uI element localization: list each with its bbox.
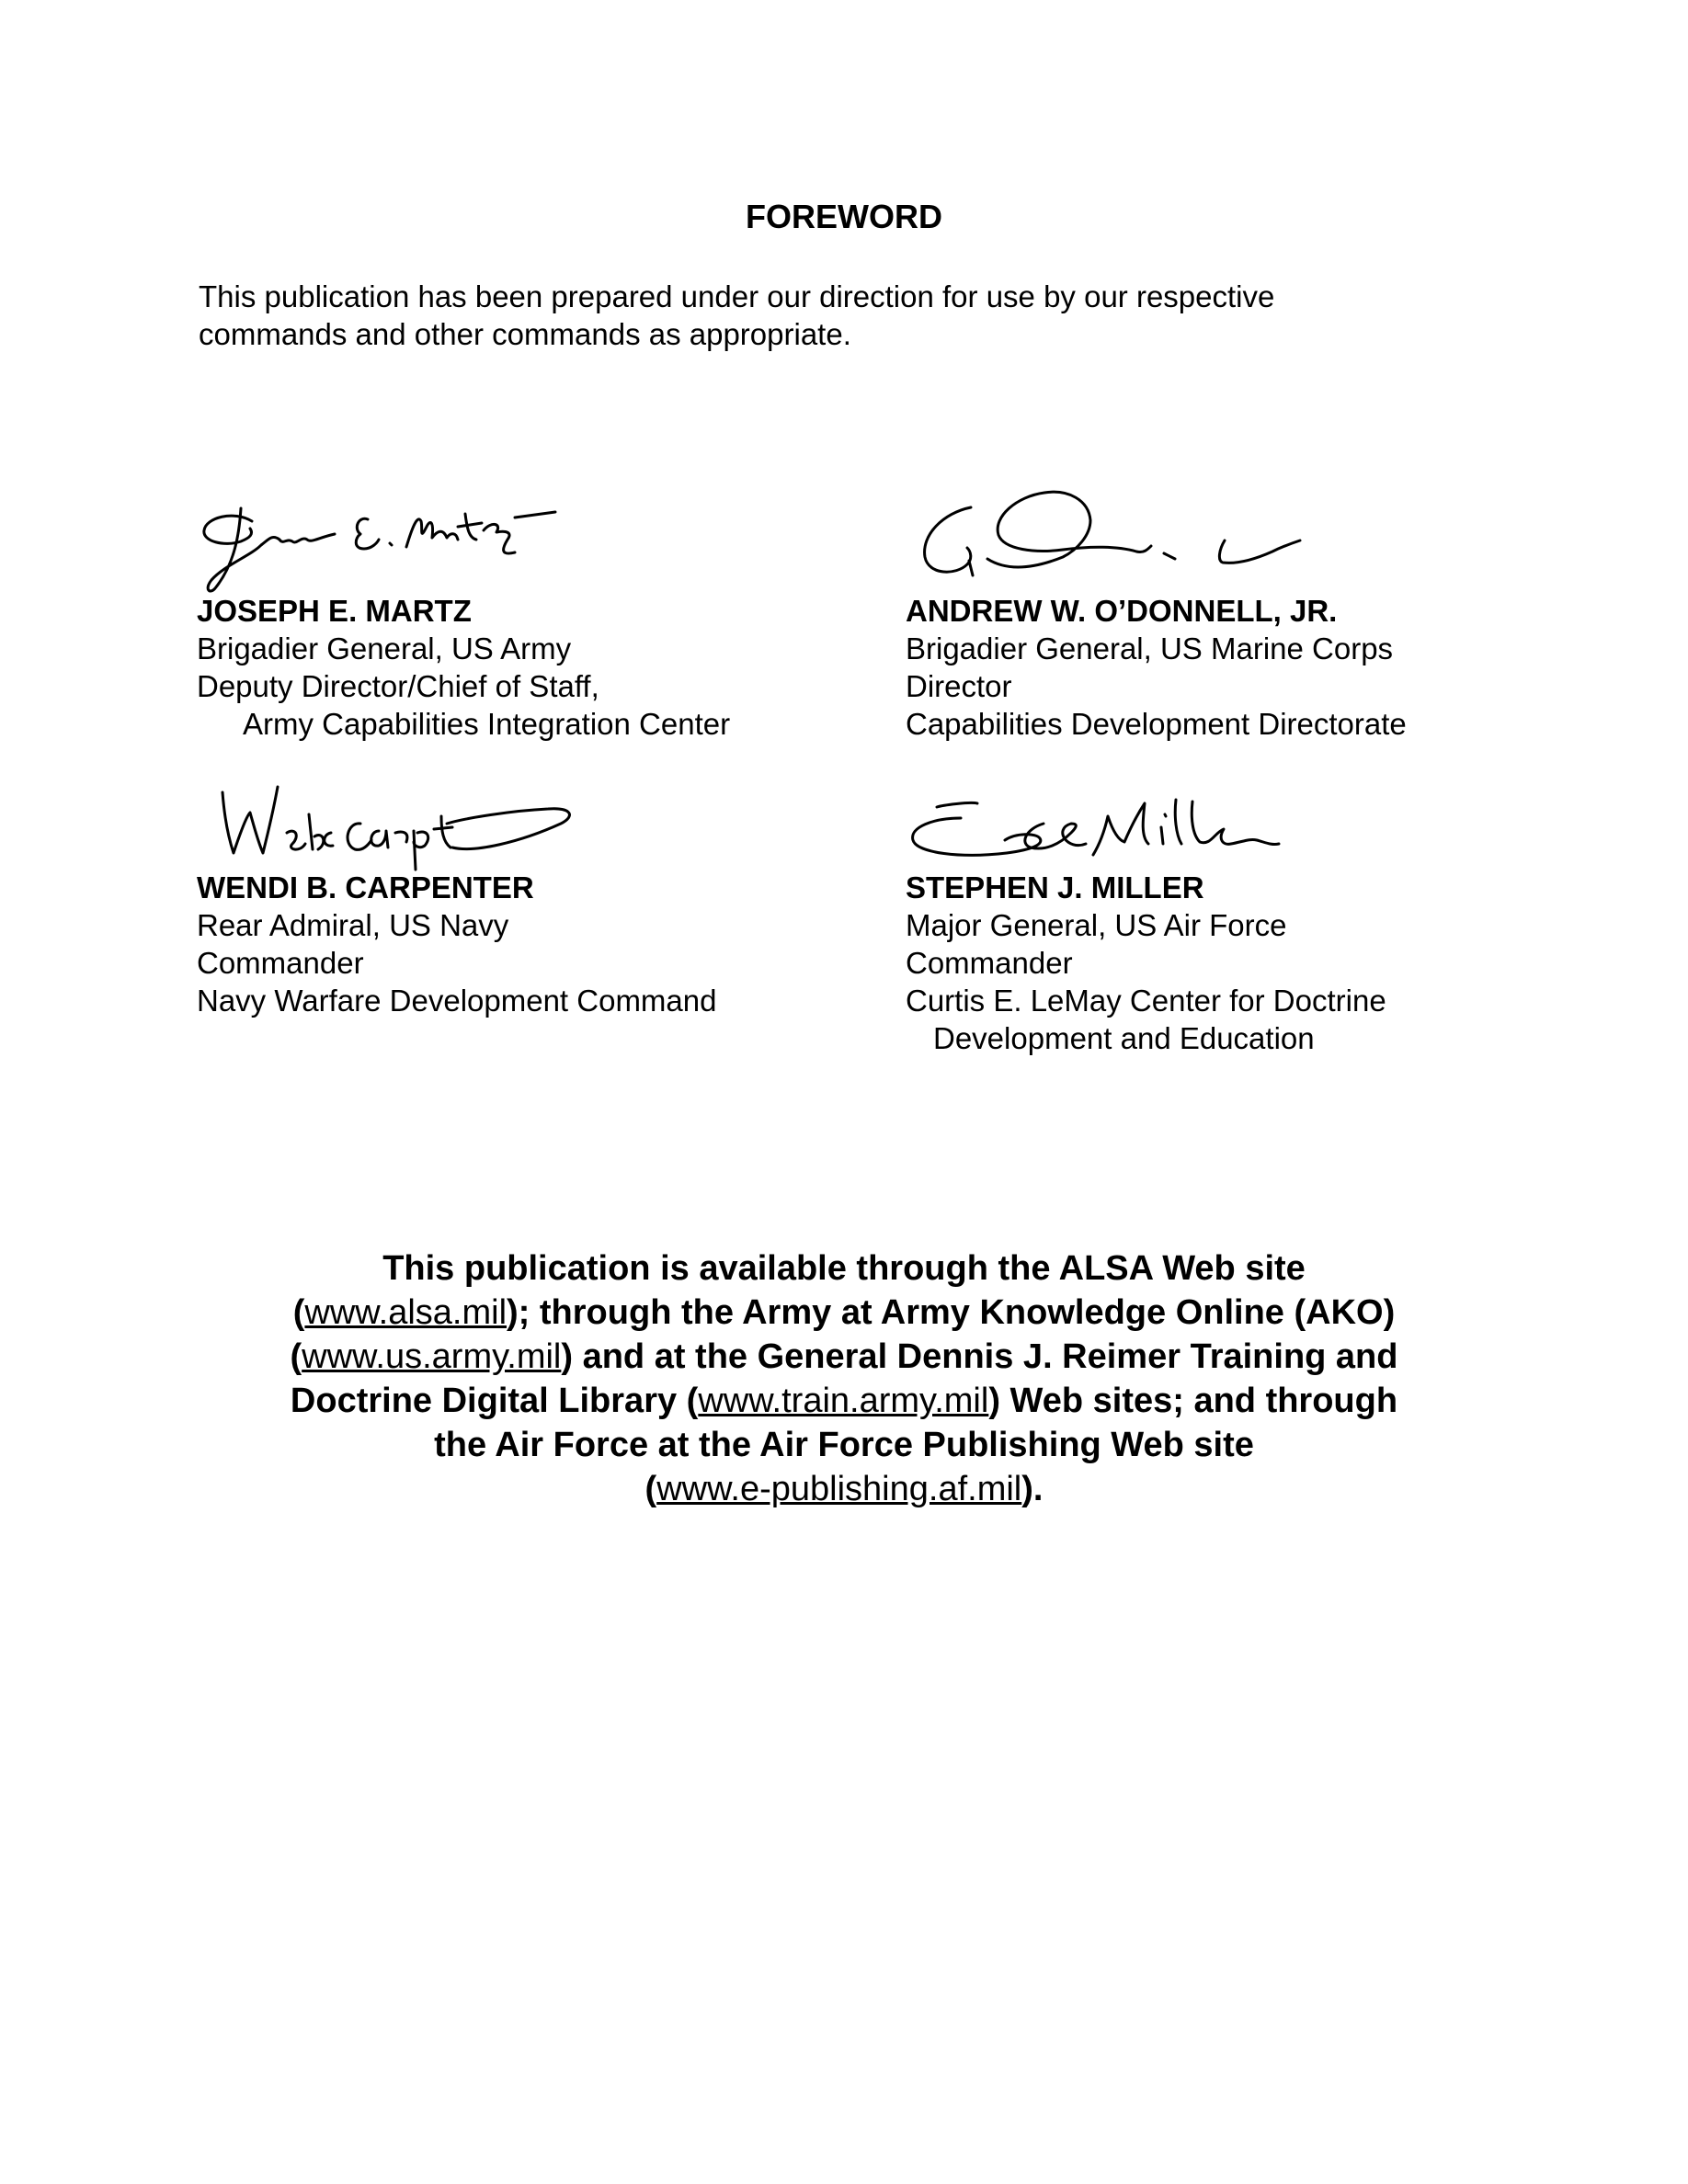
link-e-publishing[interactable]: www.e-publishing.af.mil: [656, 1470, 1022, 1508]
signer-odonnell: [906, 592, 1407, 743]
availability-line-3: [0, 1335, 1688, 1379]
signer-martz: [197, 592, 730, 743]
signature-miller: [906, 792, 1283, 875]
paren: (: [644, 1470, 657, 1508]
signer-rank: Brigadier General, US Army: [197, 631, 572, 665]
signer-name: WENDI B. CARPENTER: [197, 870, 534, 904]
intro-line-1: This publication has been prepared under our direction for use by our respective: [199, 279, 1275, 313]
signer-organization: Curtis E. LeMay Center for Doctrine: [906, 984, 1386, 1018]
signer-rank: Major General, US Air Force: [906, 908, 1287, 942]
signer-name: STEPHEN J. MILLER: [906, 870, 1204, 904]
signer-name: ANDREW W. O’DONNELL, JR.: [906, 594, 1338, 628]
intro-line-2: commands and other commands as appropriate.: [199, 317, 851, 351]
availability-text: Doctrine Digital Library (: [290, 1382, 699, 1420]
paren: (: [290, 1337, 302, 1376]
availability-text: ) Web sites; and through: [988, 1382, 1398, 1420]
availability-line-1: [0, 1246, 1688, 1291]
link-train-army[interactable]: www.train.army.mil: [698, 1382, 989, 1420]
signer-name: JOSEPH E. MARTZ: [197, 594, 472, 628]
availability-line-4: [0, 1379, 1688, 1423]
link-alsa[interactable]: www.alsa.mil: [304, 1293, 508, 1332]
availability-notice: [0, 1246, 1688, 1511]
signer-position: Commander: [906, 946, 1073, 980]
signer-position: Director: [906, 669, 1012, 703]
signer-position: Commander: [197, 946, 364, 980]
signer-organization: Capabilities Development Directorate: [906, 707, 1407, 741]
availability-text: This publication is available through the ALSA Web site: [382, 1249, 1306, 1288]
availability-line-2: [0, 1291, 1688, 1335]
availability-text: ).: [1021, 1470, 1044, 1508]
availability-text: the Air Force at the Air Force Publishing Web site: [434, 1426, 1254, 1464]
intro-paragraph: [199, 278, 1504, 353]
page-title: FOREWORD: [746, 198, 942, 235]
link-army[interactable]: www.us.army.mil: [302, 1337, 562, 1376]
signer-organization: Army Capabilities Integration Center: [243, 707, 731, 741]
availability-line-6: [0, 1467, 1688, 1511]
paren: (: [292, 1293, 305, 1332]
signer-carpenter: [197, 869, 716, 1019]
availability-text: ) and at the General Dennis J. Reimer Training and: [561, 1337, 1398, 1376]
signature-carpenter: [217, 779, 576, 871]
signer-position: Deputy Director/Chief of Staff,: [197, 669, 599, 703]
signature-odonnell: [916, 480, 1302, 583]
signer-rank: Rear Admiral, US Navy: [197, 908, 509, 942]
signer-rank: Brigadier General, US Marine Corps: [906, 631, 1394, 665]
signer-organization: Navy Warfare Development Command: [197, 984, 717, 1018]
signer-organization-cont: Development and Education: [933, 1021, 1315, 1055]
signer-miller: [906, 869, 1386, 1057]
availability-line-5: [0, 1423, 1688, 1467]
availability-text: ); through the Army at Army Knowledge Online (AKO): [507, 1293, 1396, 1332]
signature-martz: [197, 501, 555, 597]
